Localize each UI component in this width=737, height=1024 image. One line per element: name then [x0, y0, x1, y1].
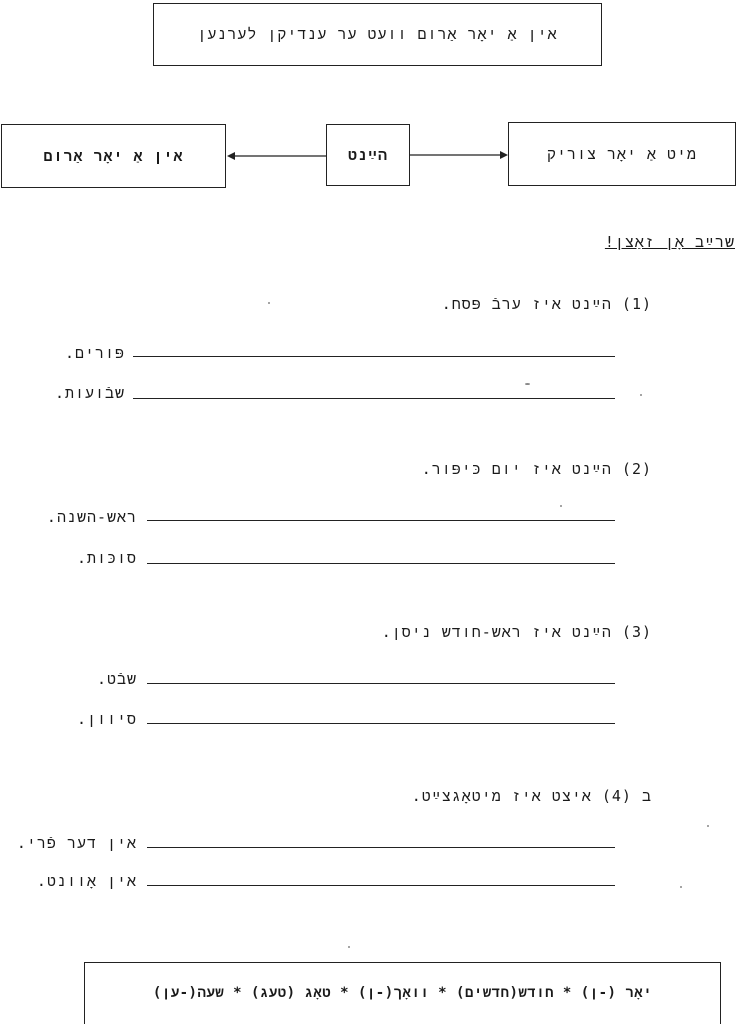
question-2: (2) הײַנט איז יום כּיפּור. — [421, 460, 652, 478]
question-4: ב (4) איצט איז מיטאָגצײַט. — [411, 787, 652, 805]
question-3: (3) הײַנט איז ראש-חודש ניסן. — [381, 623, 652, 641]
answer-3a-label: שבֿט. — [96, 670, 137, 688]
scan-speck — [268, 302, 270, 304]
scan-speck — [348, 946, 350, 948]
right-arrowhead-icon — [500, 151, 508, 159]
answer-1b-line[interactable] — [133, 398, 615, 399]
answer-4b-line[interactable] — [147, 885, 615, 886]
instruction-heading: שרײַב אָן זאַצן! — [604, 233, 735, 251]
answer-1a-line[interactable] — [133, 356, 615, 357]
answer-2a-line[interactable] — [147, 520, 615, 521]
title-text: אין אַ יאָר אַרום וועט ער ענדיקן לערנען — [197, 25, 558, 43]
answer-1a-label: פּורים. — [64, 344, 125, 362]
future-box-label: אין אַ יאָר אַרום — [43, 146, 184, 165]
answer-2a-label: ראש-השנה. — [46, 508, 137, 526]
word-bank-box — [84, 962, 721, 1024]
answer-2b-line[interactable] — [147, 563, 615, 564]
scan-speck — [707, 825, 709, 827]
answer-3a-line[interactable] — [147, 683, 615, 684]
word-bank-text: יאָר (-ן) * חודש(חדשים) * וואָך(-ן) * טאָג (טעג) * שעה(-ען) — [152, 985, 653, 1001]
scan-speck — [560, 505, 562, 507]
answer-4a-line[interactable] — [147, 847, 615, 848]
answer-3b-line[interactable] — [147, 723, 615, 724]
answer-1b-label: שבֿועות. — [54, 384, 125, 402]
question-1: (1) הײַנט איז ערבֿ פּסח. — [441, 295, 652, 313]
scan-speck — [525, 383, 530, 385]
past-box-label: מיט אַ יאָר צוריק — [546, 144, 698, 163]
left-arrowhead-icon — [227, 152, 235, 160]
today-box-label: הײַנט — [348, 145, 389, 164]
scan-speck — [680, 886, 682, 888]
answer-4a-label: אין דער פֿרי. — [16, 834, 137, 852]
answer-2b-label: סוכּות. — [76, 549, 137, 567]
answer-4b-label: אין אָוונט. — [36, 872, 137, 890]
answer-3b-label: סיוון. — [76, 710, 137, 728]
timeline-arrows — [0, 0, 737, 200]
scan-speck — [640, 394, 642, 396]
